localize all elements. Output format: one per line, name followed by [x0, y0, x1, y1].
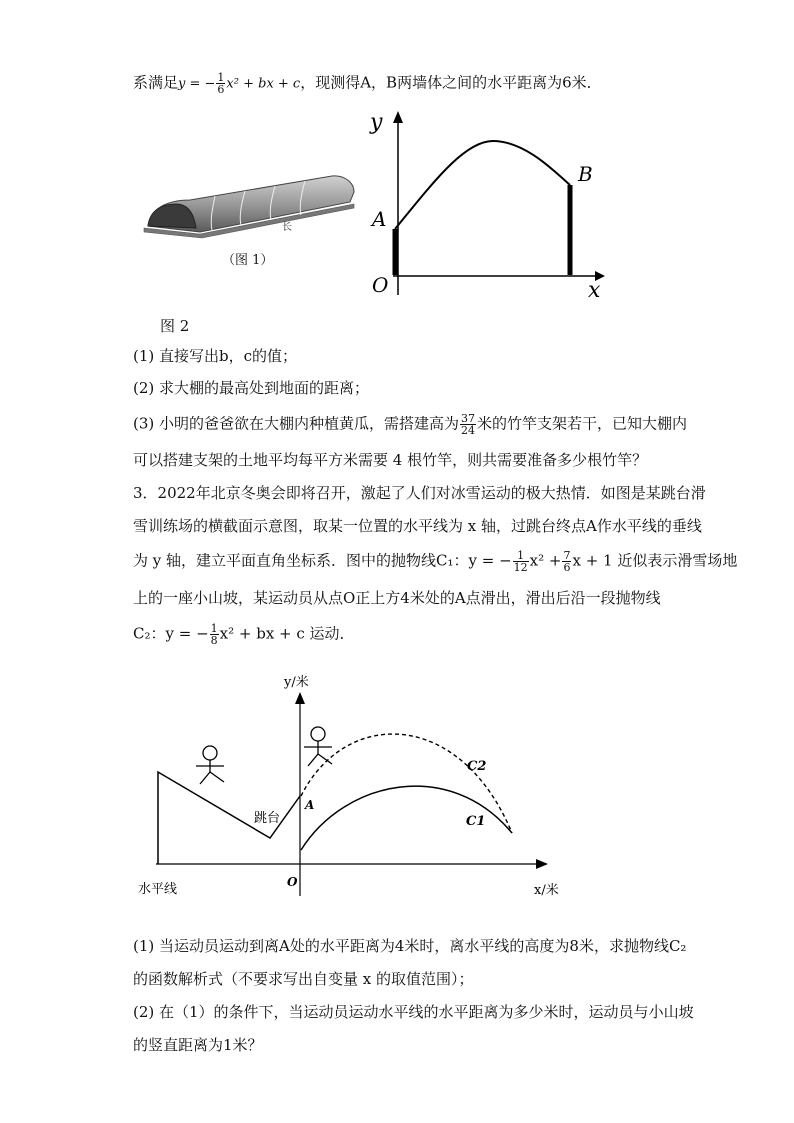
graph2-platform-label: 跳台	[254, 811, 281, 826]
graph1-point-a: A	[372, 207, 387, 231]
graph1-x-label: x	[588, 278, 601, 303]
figure1-caption: （图 1）	[222, 253, 274, 268]
problem3-line5	[133, 623, 355, 646]
graph2-point-a: A	[305, 798, 315, 812]
problem3-frac1-den: 12	[513, 561, 528, 574]
question-3-line1	[133, 413, 687, 436]
problem3-line3	[133, 550, 737, 573]
problem3-line3-pre: 为 y 轴，建立平面直角坐标系．图中的抛物线C₁：y = −	[133, 551, 512, 570]
subquestion-2-line2: 的竖直距离为1米？	[133, 1036, 263, 1054]
intro-frac-num: 1	[217, 71, 225, 84]
problem3-line2: 雪训练场的横截面示意图，取某一位置的水平线为 x 轴，过跳台终点A作水平线的垂线	[133, 517, 702, 535]
problem3-fraction-2	[562, 550, 571, 573]
graph2-x-arrow	[536, 859, 548, 869]
subquestion-1-line1: (1) 当运动员运动到离A处的水平距离为4米时，离水平线的高度为8米，求抛物线C₂	[133, 937, 687, 955]
question-2: (2) 求大棚的最高处到地面的距离；	[133, 379, 370, 397]
graph1-y-arrow	[393, 111, 403, 123]
subquestion-2-line1: (2) 在（1）的条件下，当运动员运动水平线的水平距离为多少米时，运动员与小山坡	[133, 1003, 694, 1021]
problem3-frac2-den: 6	[563, 561, 571, 574]
question-3-fraction	[460, 413, 476, 436]
question-3-line2: 可以搭建支架的土地平均每平方米需要 4 根竹竿，则共需要准备多少根竹竿？	[133, 451, 648, 469]
problem3-fraction-1	[513, 550, 529, 573]
intro-prefix: 系满足	[133, 73, 179, 92]
graph2-origin-label: O	[287, 875, 298, 889]
graph1-y-label: y	[370, 110, 383, 135]
problem3-frac3-num: 1	[210, 622, 218, 635]
intro-fraction	[216, 72, 225, 95]
problem3-fraction-3	[210, 623, 219, 646]
problem3-line5-pre: C₂：y = −	[133, 624, 209, 643]
intro-formula-post: x² + bx + c	[226, 76, 301, 92]
intro-line	[133, 72, 602, 95]
subquestion-1-line2: 的函数解析式（不要求写出自变量 x 的取值范围）；	[133, 970, 474, 988]
graph2-x-label: x/米	[534, 883, 559, 898]
question-1: (1) 直接写出b，c的值；	[133, 347, 298, 365]
greenhouse-figure	[140, 170, 360, 270]
ski-jump-graph	[130, 668, 570, 903]
greenhouse-length-label: 长	[282, 222, 292, 233]
graph2-c2-label: C2	[467, 759, 487, 774]
problem3-frac3-den: 8	[210, 634, 218, 647]
graph1-point-b: B	[578, 162, 593, 186]
question-3-frac-num: 37	[461, 412, 476, 425]
problem3-line3-post: x + 1 近似表示滑雪场地	[572, 551, 738, 570]
problem3-line4: 上的一座小山坡，某运动员从点O正上方4米处的A点滑出，滑出后沿一段抛物线	[133, 589, 661, 607]
skier-figure-1	[196, 746, 224, 784]
problem3-line3-mid: x² +	[529, 551, 562, 570]
graph2-c1-label: C1	[466, 814, 486, 829]
problem3-line5-post: x² + bx + c 运动．	[219, 624, 355, 643]
graph2-ground-label: 水平线	[138, 882, 178, 897]
graph1-origin-label: O	[372, 273, 389, 297]
question-3-post: 米的竹竿支架若干，已知大棚内	[477, 414, 688, 433]
graph2-y-arrow	[295, 692, 305, 704]
intro-suffix: ，现测得A，B两墙体之间的水平距离为6米．	[300, 73, 602, 92]
question-3-pre: (3) 小明的爸爸欲在大棚内种植黄瓜，需搭建高为	[133, 414, 460, 433]
question-3-frac-den: 24	[461, 424, 476, 437]
graph1-roof-curve	[395, 141, 570, 229]
figure2-caption: 图 2	[160, 317, 190, 335]
problem3-line1: 3．2022年北京冬奥会即将召开，激起了人们对冰雪运动的极大热情．如图是某跳台滑	[133, 484, 706, 502]
intro-frac-den: 6	[217, 83, 225, 96]
problem3-frac1-num: 1	[513, 550, 529, 562]
graph2-y-label: y/米	[284, 675, 309, 690]
problem3-frac2-num: 7	[563, 549, 571, 562]
greenhouse-graph	[365, 105, 620, 305]
intro-formula-pre: y = −	[178, 76, 216, 92]
